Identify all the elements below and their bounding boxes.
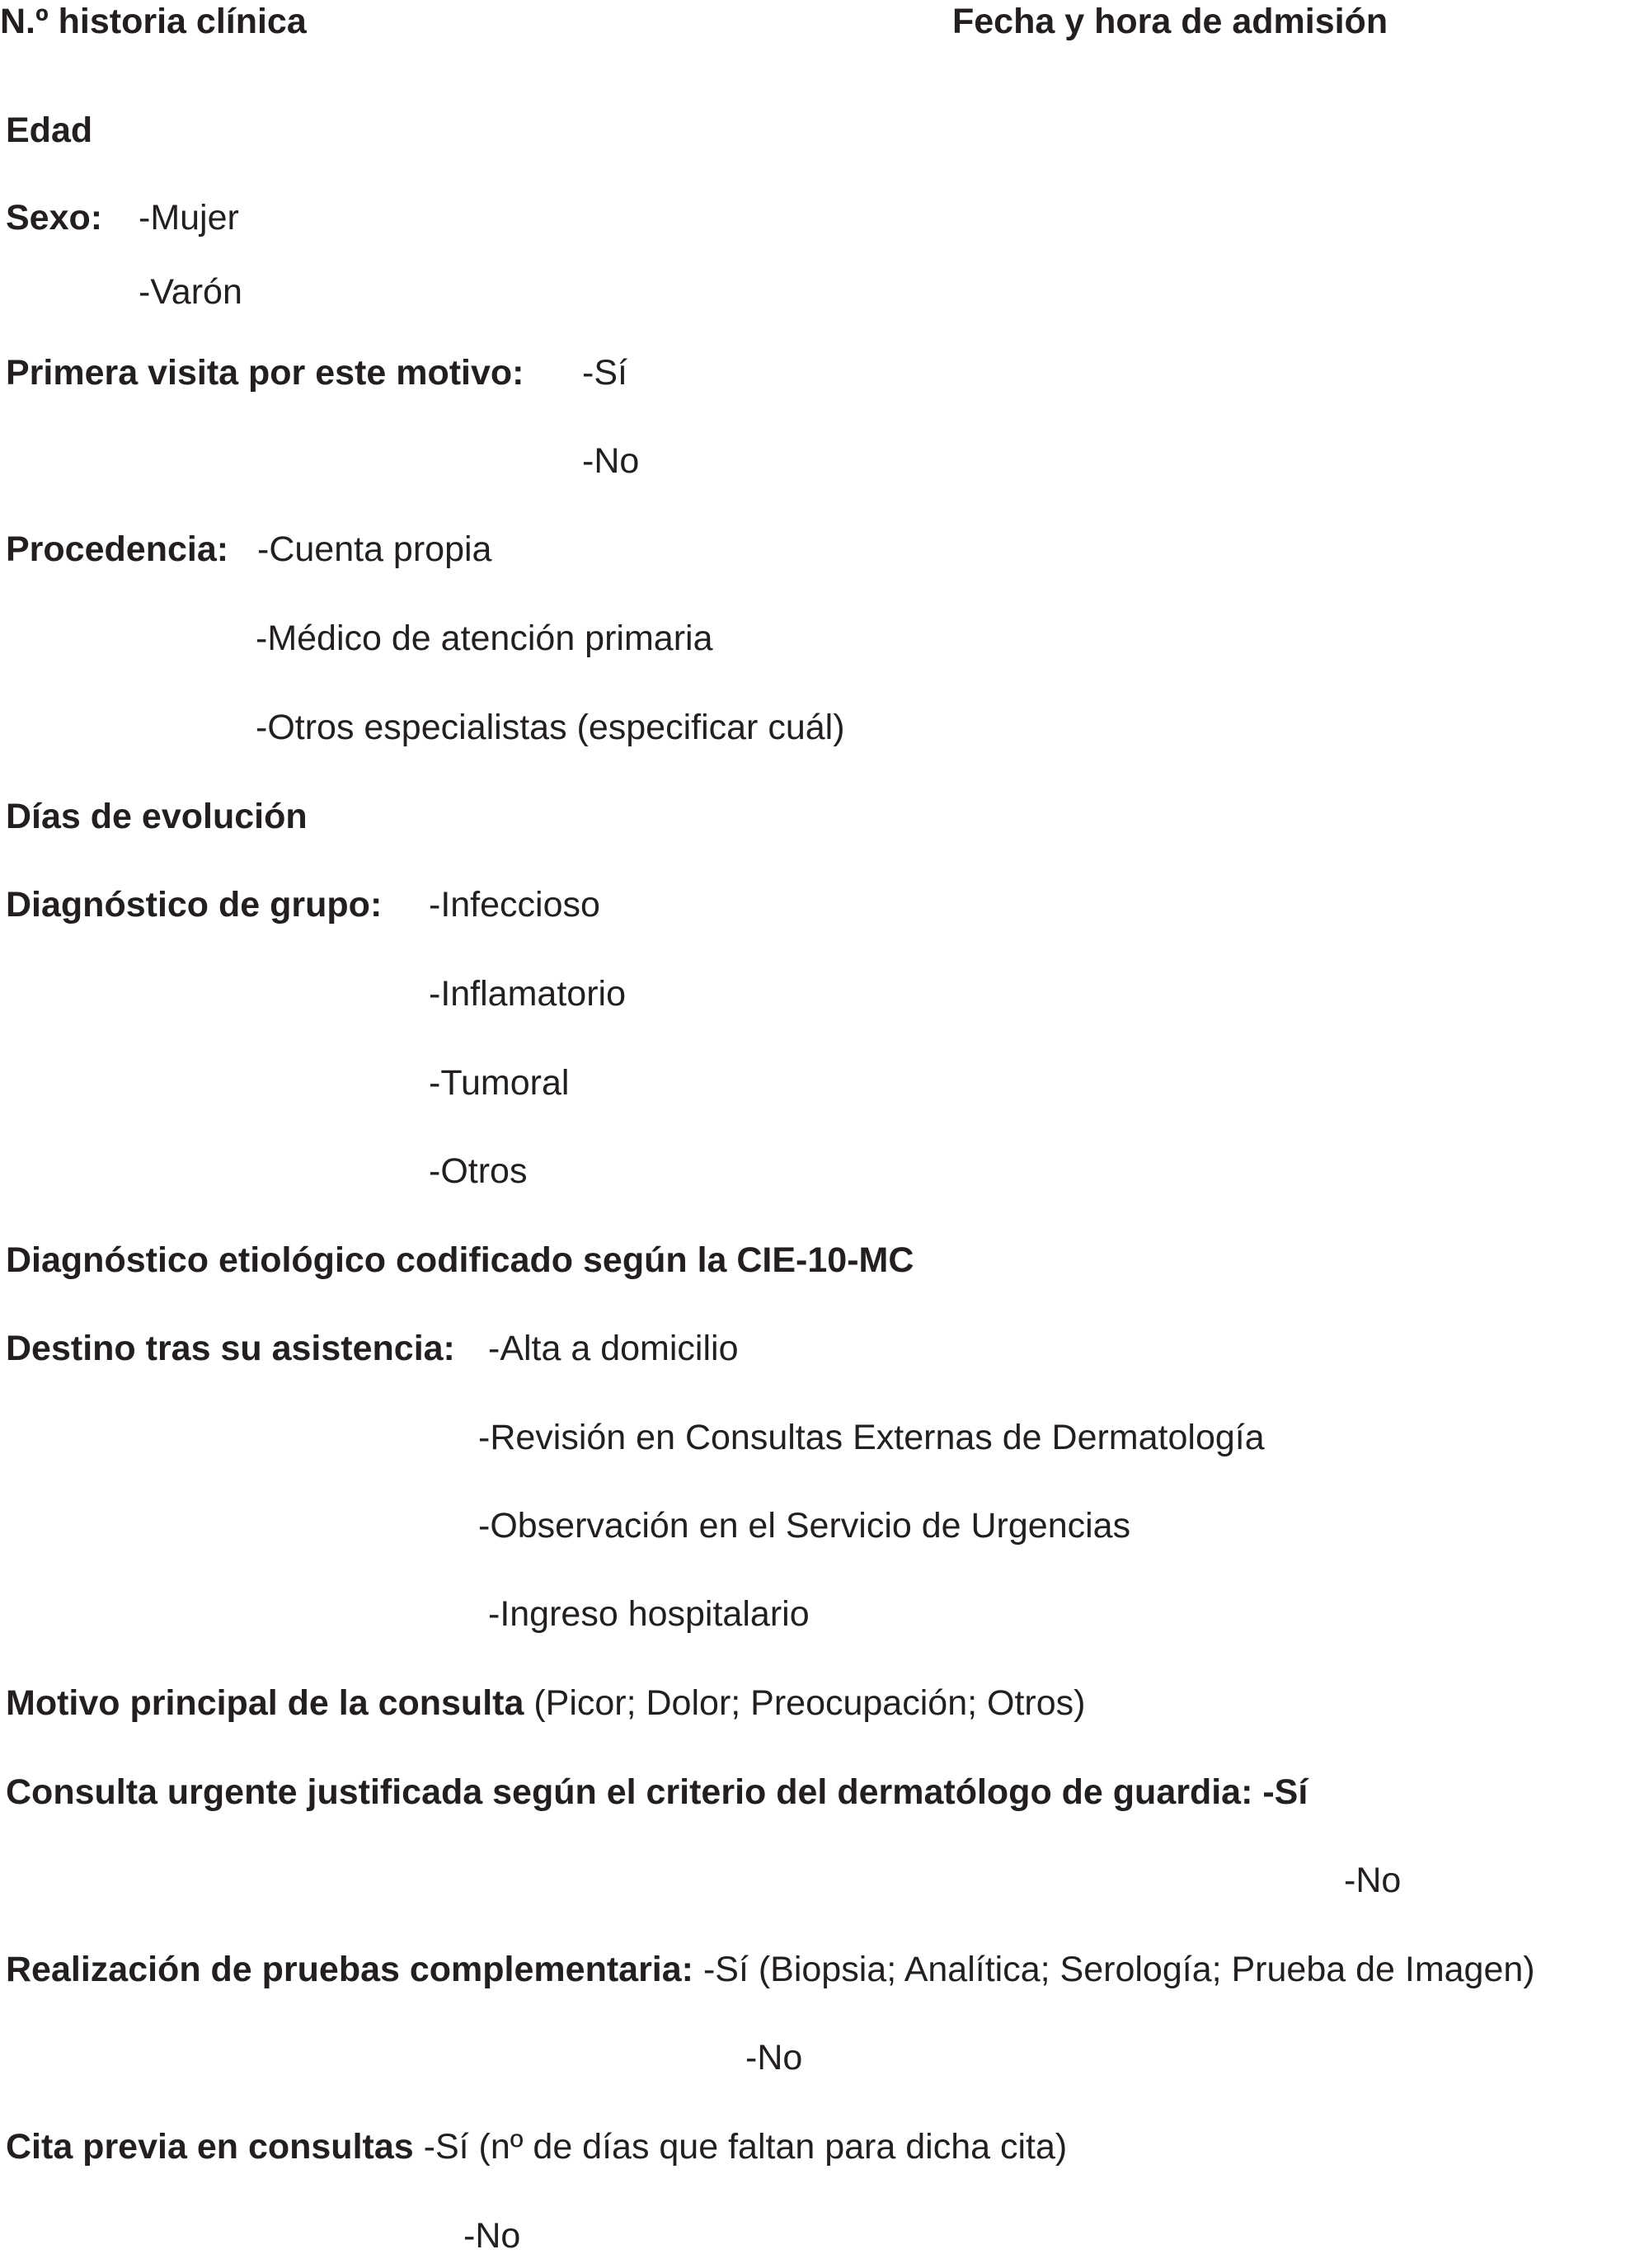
pruebas-line xyxy=(6,1948,1535,1991)
sexo-option-varon: -Varón xyxy=(139,272,242,312)
dias-evolucion-label: Días de evolución xyxy=(6,797,308,836)
cita-previa-label: Cita previa en consultas xyxy=(6,2127,414,2167)
procedencia-option-medico-ap: -Médico de atención primaria xyxy=(256,619,713,658)
diagnostico-grupo-option-infeccioso: -Infeccioso xyxy=(429,885,600,925)
pruebas-option-si: -Sí (Biopsia; Analítica; Serología; Prueba de Imagen) xyxy=(693,1950,1535,1989)
diagnostico-grupo-label: Diagnóstico de grupo: xyxy=(6,885,383,925)
cita-previa-option-no: -No xyxy=(463,2216,521,2256)
cita-previa-line xyxy=(6,2125,1067,2168)
motivo-label: Motivo principal de la consulta xyxy=(6,1683,524,1723)
diagnostico-grupo-option-inflamatorio: -Inflamatorio xyxy=(429,974,626,1014)
motivo-detail: (Picor; Dolor; Preocupación; Otros) xyxy=(524,1683,1086,1723)
destino-option-observacion: -Observación en el Servicio de Urgencias xyxy=(478,1506,1131,1546)
destino-option-ingreso: -Ingreso hospitalario xyxy=(488,1594,810,1634)
pruebas-label: Realización de pruebas complementaria: xyxy=(6,1950,693,1989)
sexo-label: Sexo: xyxy=(6,198,103,238)
procedencia-option-otros-especialistas: -Otros especialistas (especificar cuál) xyxy=(256,708,845,747)
primera-visita-label: Primera visita por este motivo: xyxy=(6,353,524,393)
pruebas-option-no: -No xyxy=(745,2038,803,2077)
diagnostico-grupo-option-otros: -Otros xyxy=(429,1151,528,1191)
motivo-field xyxy=(6,1682,1085,1725)
primera-visita-option-no: -No xyxy=(582,441,640,481)
edad-label: Edad xyxy=(6,111,93,150)
procedencia-label: Procedencia: xyxy=(6,529,229,569)
diagnostico-etiologico-label: Diagnóstico etiológico codificado según la CIE-10-MC xyxy=(6,1240,914,1280)
sexo-option-mujer: -Mujer xyxy=(139,198,239,238)
destino-option-alta: -Alta a domicilio xyxy=(488,1329,739,1368)
primera-visita-option-si: -Sí xyxy=(582,353,627,393)
destino-option-revision: -Revisión en Consultas Externas de Dermatología xyxy=(478,1418,1265,1457)
fecha-admision-label: Fecha y hora de admisión xyxy=(952,2,1388,41)
procedencia-option-cuenta-propia: -Cuenta propia xyxy=(257,529,492,569)
consulta-urgente-label: Consulta urgente justificada según el criterio del dermatólogo de guardia: -Sí xyxy=(6,1772,1308,1812)
consulta-urgente-option-no: -No xyxy=(1344,1861,1402,1900)
cita-previa-option-si: -Sí (nº de días que faltan para dicha cita) xyxy=(413,2127,1068,2167)
destino-label: Destino tras su asistencia: xyxy=(6,1329,455,1368)
diagnostico-grupo-option-tumoral: -Tumoral xyxy=(429,1063,570,1103)
historia-clinica-label: N.º historia clínica xyxy=(0,2,307,41)
